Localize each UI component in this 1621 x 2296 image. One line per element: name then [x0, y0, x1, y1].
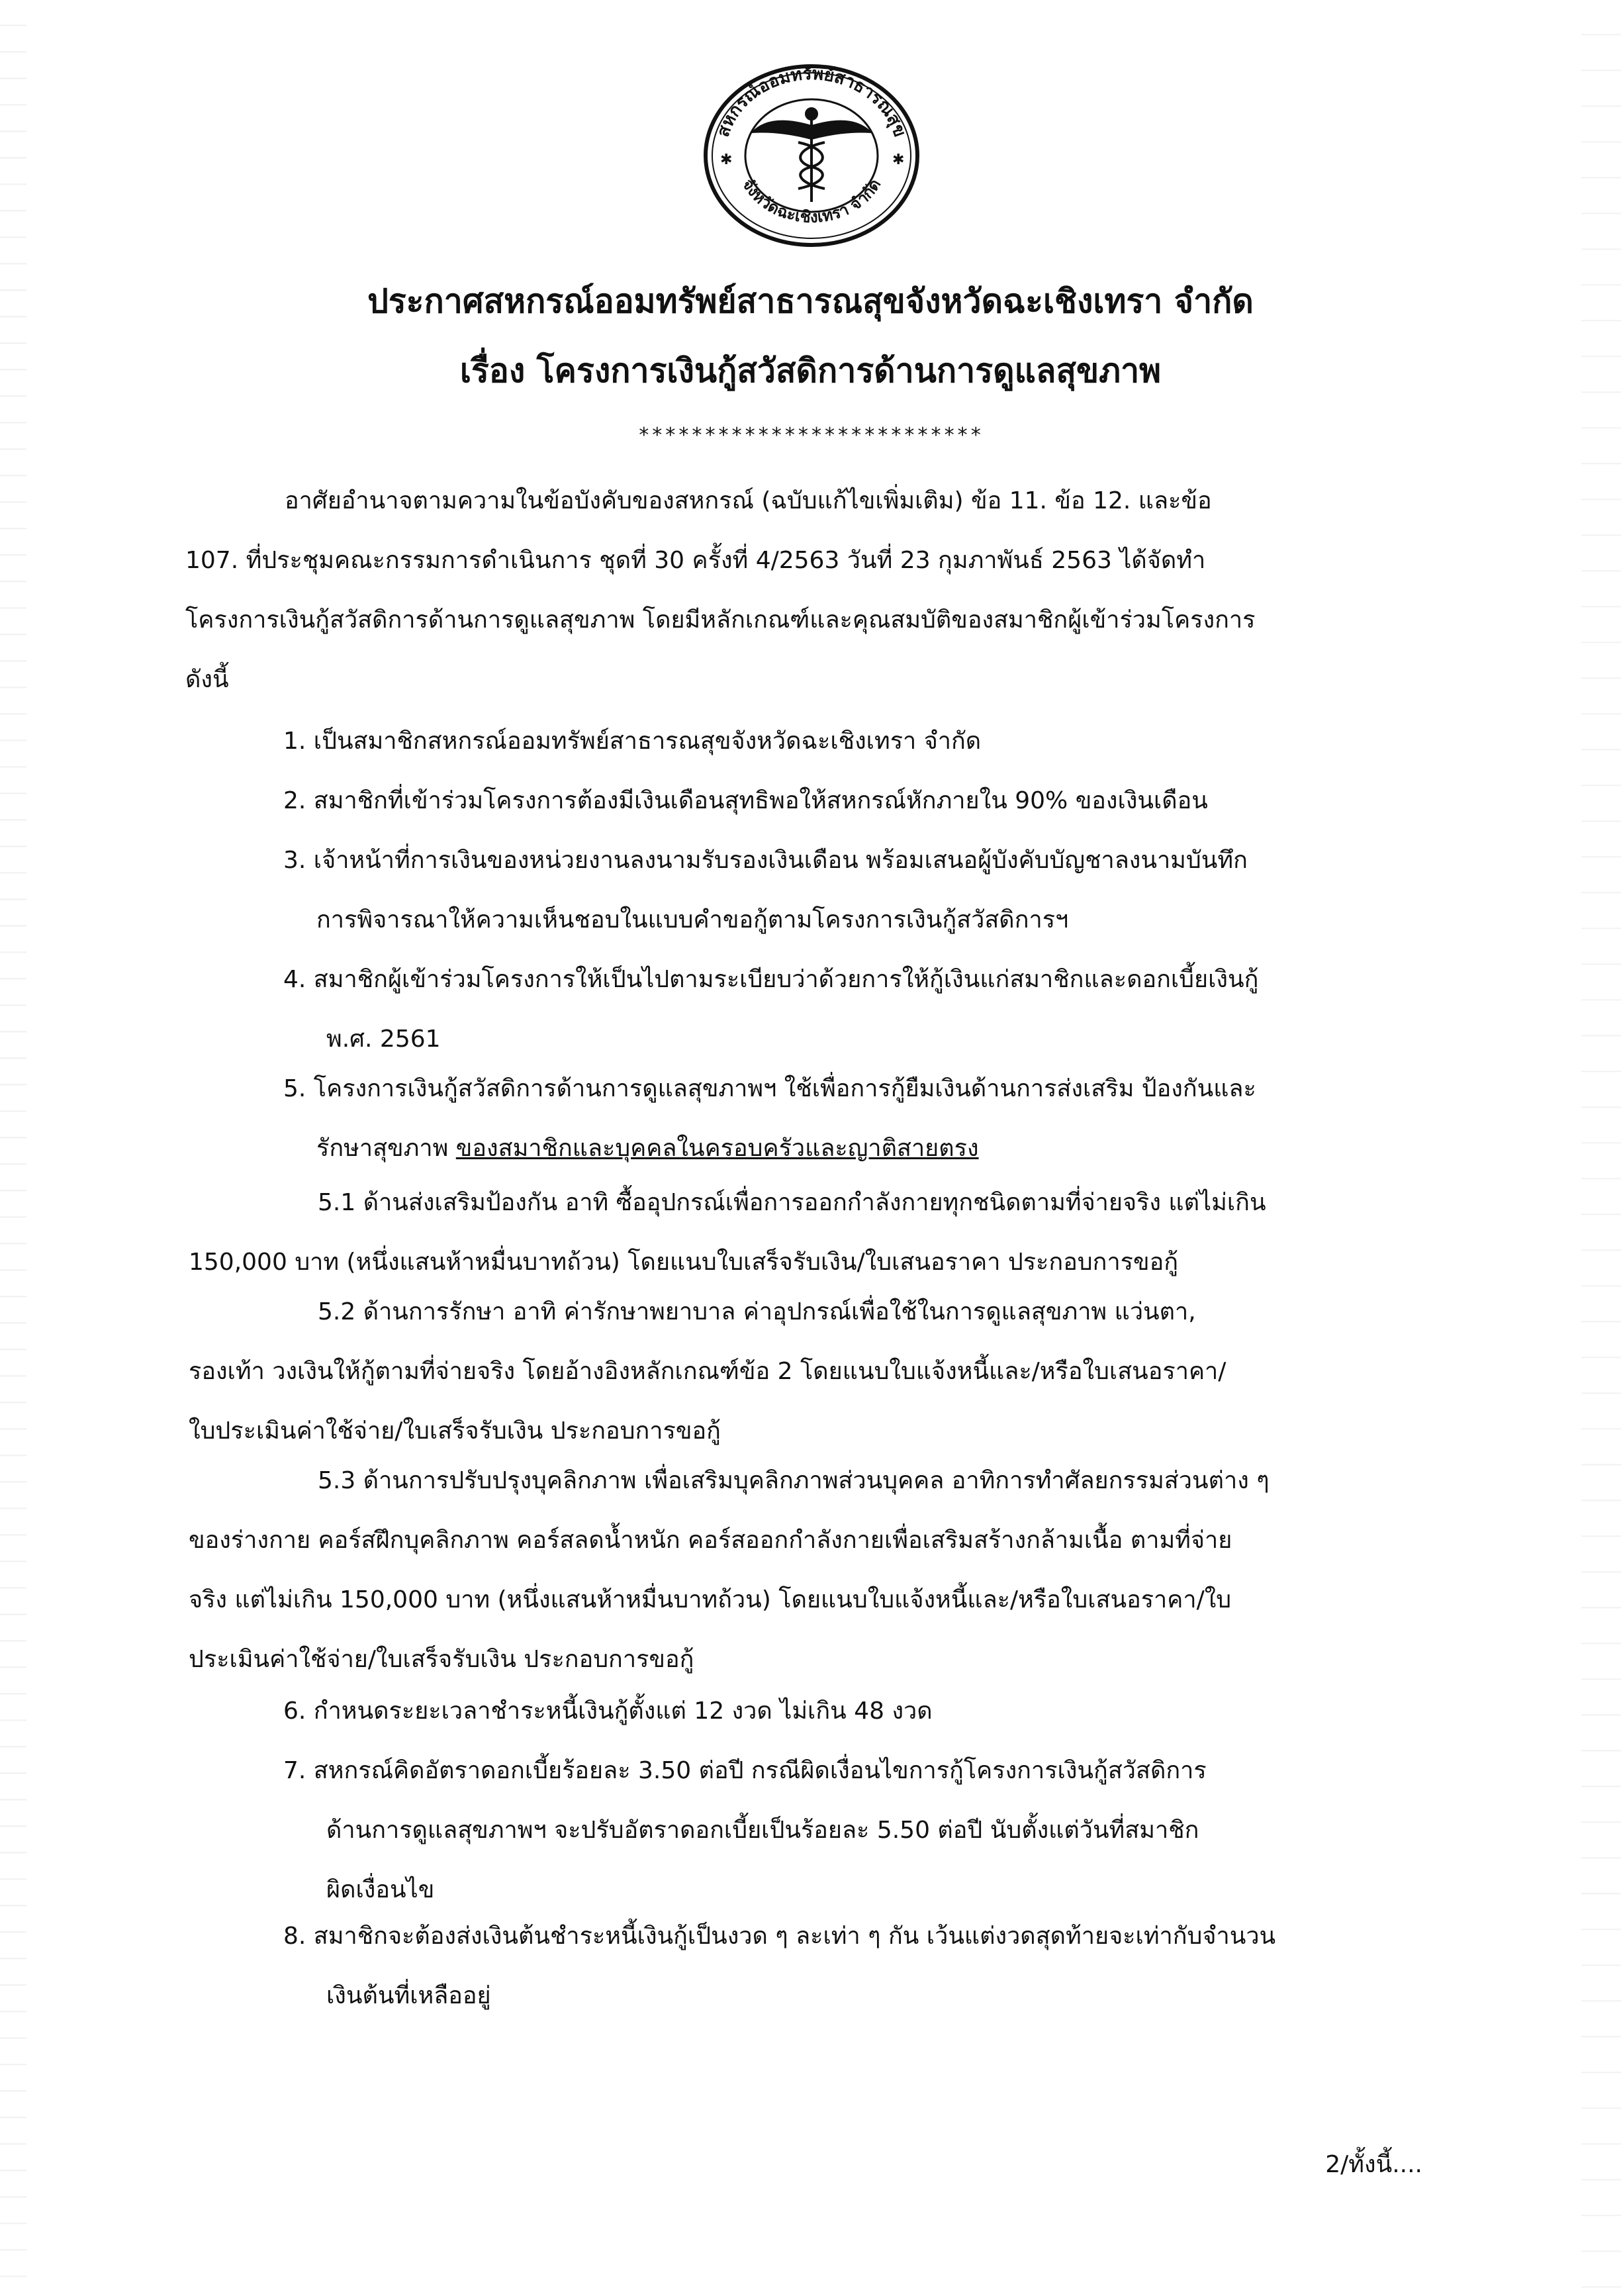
svg-text:✱: ✱ [720, 152, 733, 168]
sub-item-line: ประเมินค่าใช้จ่าย/ใบเสร็จรับเงิน ประกอบการขอกู้ [189, 1646, 694, 1673]
list-item-line: 2. สมาชิกที่เข้าร่วมโครงการต้องมีเงินเดือนสุทธิพอให้สหกรณ์หักภายใน 90% ของเงินเดือน [283, 787, 1208, 814]
sub-item-line: 5.3 ด้านการปรับปรุงบุคลิกภาพ เพื่อเสริมบุคลิกภาพส่วนบุคคล อาทิการทำศัลยกรรมส่วนต่าง ๆ [318, 1467, 1270, 1494]
sub-item-5-2 [189, 1282, 1226, 1461]
list-item-line: พ.ศ. 2561 [326, 1026, 441, 1053]
page-continuation-note: 2/ทั้งนี้.... [1325, 2151, 1422, 2178]
list-item-5 [283, 1059, 1256, 1178]
list-item-1 [283, 712, 981, 771]
list-item-line: ด้านการดูแลสุขภาพฯ จะปรับอัตราดอกเบี้ยเป็นร้อยละ 5.50 ต่อปี นับตั้งแต่วันที่สมาชิก [326, 1817, 1199, 1844]
list-item-line: 1. เป็นสมาชิกสหกรณ์ออมทรัพย์สาธารณสุขจังหวัดฉะเชิงเทรา จำกัด [283, 728, 982, 755]
list-item-4 [283, 950, 1258, 1069]
list-item-line: 3. เจ้าหน้าที่การเงินของหน่วยงานลงนามรับรองเงินเดือน พร้อมเสนอผู้บังคับบัญชาลงนามบันทึก [283, 847, 1248, 874]
list-item-line: 6. กำหนดระยะเวลาชำระหนี้เงินกู้ตั้งแต่ 12 งวด ไม่เกิน 48 งวด [283, 1698, 933, 1725]
list-item-line: 8. สมาชิกจะต้องส่งเงินต้นชำระหนี้เงินกู้เป็นงวด ๆ ละเท่า ๆ กัน เว้นแต่งวดสุดท้ายจะเท่ากับจำนวน [283, 1923, 1276, 1950]
seal-bottom-text: จังหวัดฉะเชิงเทรา จำกัด [738, 175, 885, 227]
list-item-line [283, 1119, 1256, 1178]
item5-underlined-text: ของสมาชิกและบุคคลในครอบครัวและญาติสายตรง [455, 1135, 979, 1162]
list-item-7 [283, 1741, 1207, 1920]
intro-line: โครงการเงินกู้สวัสดิการด้านการดูแลสุขภาพ โดยมีหลักเกณฑ์และคุณสมบัติของสมาชิกผู้เข้าร่วมโครงการ [185, 606, 1256, 634]
scan-edge-right [1581, 0, 1621, 2296]
scan-edge-left [0, 0, 26, 2296]
list-item-line: เงินต้นที่เหลืออยู่ [326, 1982, 491, 2009]
list-item-6 [283, 1682, 933, 1741]
sub-item-5-3 [189, 1451, 1270, 1690]
sub-item-5-1 [189, 1173, 1266, 1292]
sub-item-line: รองเท้า วงเงินให้กู้ตามที่จ่ายจริง โดยอ้างอิงหลักเกณฑ์ข้อ 2 โดยแนบใบแจ้งหนี้และ/หรือใบเสนอราคา/ [189, 1358, 1227, 1385]
sub-item-line: 150,000 บาท (หนึ่งแสนห้าหมื่นบาทถ้วน) โดยแนบใบเสร็จรับเงิน/ใบเสนอราคา ประกอบการขอกู้ [189, 1249, 1179, 1276]
intro-paragraph [185, 471, 1255, 710]
announcement-title: ประกาศสหกรณ์ออมทรัพย์สาธารณสุขจังหวัดฉะเชิงเทรา จำกัด [367, 282, 1254, 320]
list-item-line: ผิดเงื่อนไข [326, 1876, 435, 1903]
list-item-2 [283, 771, 1208, 831]
intro-line: ดังนี้ [185, 666, 229, 693]
svg-text:✱: ✱ [892, 152, 905, 168]
announcement-subject: เรื่อง โครงการเงินกู้สวัสดิการด้านการดูแลสุขภาพ [459, 352, 1162, 390]
cooperative-seal-icon [699, 60, 924, 252]
list-item-line: การพิจารณาให้ความเห็นชอบในแบบคำขอกู้ตามโครงการเงินกู้สวัสดิการฯ [316, 906, 1069, 933]
sub-item-line: 5.1 ด้านส่งเสริมป้องกัน อาทิ ซื้ออุปกรณ์เพื่อการออกกำลังกายทุกชนิดตามที่จ่ายจริง แต่ไม่เกิน [318, 1189, 1266, 1216]
list-item-3 [283, 831, 1248, 950]
item5-plain-text: รักษาสุขภาพ [316, 1135, 456, 1162]
caduceus-icon [752, 109, 871, 202]
list-item-line: 4. สมาชิกผู้เข้าร่วมโครงการให้เป็นไปตามระเบียบว่าด้วยการให้กู้เงินแก่สมาชิกและดอกเบี้ยเงินกู้ [283, 966, 1259, 993]
sub-item-line: 5.2 ด้านการรักษา อาทิ ค่ารักษาพยาบาล ค่าอุปกรณ์เพื่อใช้ในการดูแลสุขภาพ แว่นตา, [318, 1298, 1196, 1325]
intro-line: 107. ที่ประชุมคณะกรรมการดำเนินการ ชุดที่ 30 ครั้งที่ 4/2563 วันที่ 23 กุมภาพันธ์ 2563 ได้จัดทำ [185, 547, 1206, 574]
sub-item-line: ของร่างกาย คอร์สฝึกบุคลิกภาพ คอร์สลดน้ำหนัก คอร์สออกกำลังกายเพื่อเสริมสร้างกล้ามเนื้อ ตามที่จ่าย [189, 1527, 1232, 1554]
intro-line: อาศัยอำนาจตามความในข้อบังคับของสหกรณ์ (ฉบับแก้ไขเพิ่มเติม) ข้อ 11. ข้อ 12. และข้อ [285, 487, 1212, 514]
list-item-line: 7. สหกรณ์คิดอัตราดอกเบี้ยร้อยละ 3.50 ต่อปี กรณีผิดเงื่อนไขการกู้โครงการเงินกู้สวัสดิการ [283, 1757, 1207, 1784]
seal-top-text: สหกรณ์ออมทรัพย์สาธารณสุข [713, 64, 910, 140]
list-item-8 [283, 1907, 1275, 2026]
title-separator: ************************** [637, 424, 984, 447]
sub-item-line: ใบประเมินค่าใช้จ่าย/ใบเสร็จรับเงิน ประกอบการขอกู้ [189, 1417, 721, 1445]
list-item-line: 5. โครงการเงินกู้สวัสดิการด้านการดูแลสุขภาพฯ ใช้เพื่อการกู้ยืมเงินด้านการส่งเสริม ป้องกันและ [283, 1075, 1256, 1102]
sub-item-line: จริง แต่ไม่เกิน 150,000 บาท (หนึ่งแสนห้าหมื่นบาทถ้วน) โดยแนบใบแจ้งหนี้และ/หรือใบเสนอราคา/ใบ [189, 1586, 1232, 1613]
